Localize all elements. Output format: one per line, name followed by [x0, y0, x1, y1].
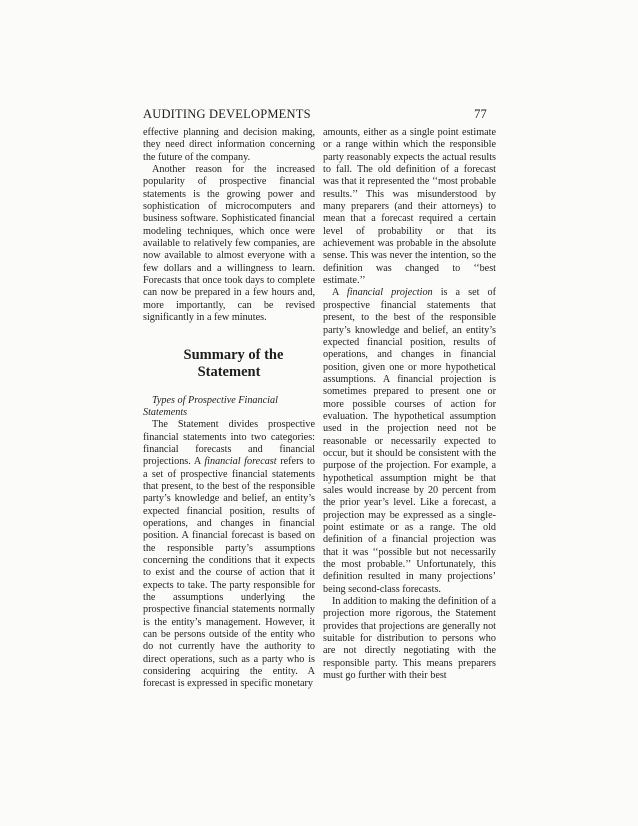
- page-number: 77: [474, 107, 487, 121]
- subsection-heading: Types of Prospective Financial Statements: [143, 394, 278, 418]
- right-column: [323, 127, 496, 682]
- paragraph: effective planning and decision making, they need direct information concerning the future of the company.: [143, 127, 315, 163]
- text-run: is a set of prospective financial statements that present, to the best of the responsible party’s knowledge and belief, an entity’s expected financial position, results of operations, and changes in financial position, given one or more hypothetical assumptions. A financial projection is sometimes prepared to present one or more possible courses of action for evaluation. The hypothetical assumption used in the projection need not be reasonable or necessarily expected to occur, but it should be consistent with the purpose of the projection. For example, a hypothetical assumption might be that sales would increase by 20 percent from the prior year’s level. Like a forecast, a projection may be expressed as a single-point estimate or as a range. The old definition of a financial projection was that it was ‘‘possible but not necessarily the most probable.’’ Unfortunately, this definition resulted in many projections’ being second-class forecasts.: [323, 287, 496, 595]
- running-title: AUDITING DEVELOPMENTS: [143, 107, 311, 121]
- text-run: A: [332, 287, 347, 299]
- paragraph: Another reason for the increased popularity of prospective financial statements is the growing power and sophistication of microcomputers and business software. Sophisticated financial modeling techniques, which once were available to relatively few companies, are now available to almost everyone with a few dollars and a willingness to learn. Forecasts that once took days to complete can now be prepared in a few hours and, more importantly, can be revised significantly in a few minutes.: [143, 164, 315, 324]
- defined-term: financial projection: [346, 287, 433, 299]
- paragraph: In addition to making the definition of a projection more rigorous, the Statement provides that projections are generally not suitable for distribution to persons who are not directly negotiating with the responsible party. This means preparers must go further with their best: [323, 596, 496, 682]
- paragraph: amounts, either as a single point estimate or a range within which the responsible party reasonably expects the actual results to fall. The old definition of a forecast was that it represented the ‘‘most probable results.’’ This was misunderstood by many preparers (and their attorneys) to mean that a forecast required a certain level of probability or that its achievement was probable in the absolute sense. This was never the intention, so the definition was changed to ‘‘best estimate.’’: [323, 127, 496, 287]
- text-run: refers to a set of prospective financial statements that present, to the best of the responsible party’s knowledge and belief, an entity’s expected financial position, results of operations, and changes in financial position. A financial forecast is based on the responsible party’s assumptions concerning the conditions that it expects to exist and the course of action that it expects to take. The party responsible for the assumptions underlying the prospective financial statements normally is the entity’s management. However, it can be persons outside of the entity who do not currently have the authority to direct operations, such as a party who is considering acquiring the entity. A forecast is expressed in specific monetary: [143, 456, 315, 690]
- defined-term: financial forecast: [204, 456, 277, 468]
- paragraph: [323, 287, 496, 596]
- paragraph: [143, 419, 315, 691]
- left-column: [143, 127, 315, 691]
- text-run: The Statement divides prospective financial statements into two categories: financial forecasts and financial projections. A: [143, 419, 315, 468]
- section-heading: Summary of the Statement: [183, 346, 284, 380]
